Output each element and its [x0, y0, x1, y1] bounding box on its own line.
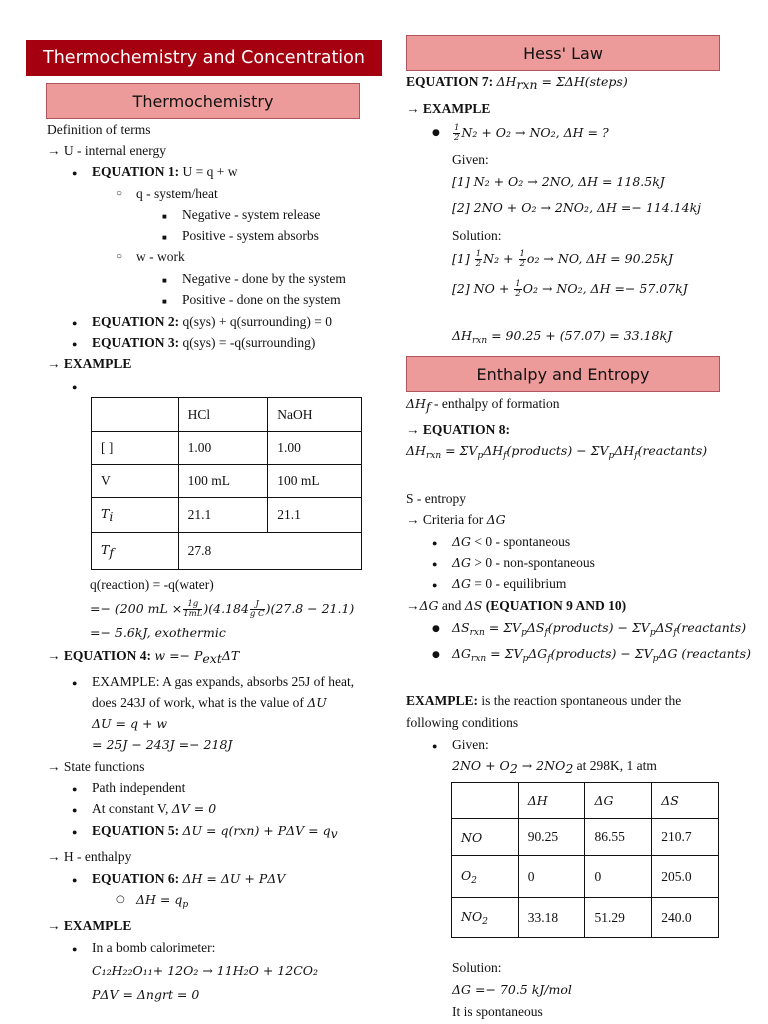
table-header-delta-g: ΔG	[585, 783, 652, 819]
delta-h-rxn-result: $\Delta H_{rxn} = 90.25 + (57.07) = 33.18kJ$	[452, 328, 673, 346]
equation-7: EQUATION 7: $\Delta H_{rxn}$ = ΣΔH(steps)	[406, 74, 628, 92]
q-reaction: q(reaction) = -q(water)	[90, 577, 214, 592]
table-cell: 1.00	[268, 432, 362, 465]
table-cell: 205.0	[652, 856, 719, 898]
calc-part: =− (200 mL ×	[90, 601, 183, 616]
sucrose-combustion: C₁₂H₂₂O₁₁+ 12O₂ → 11H₂O + 12CO₂	[92, 963, 319, 978]
table-cell: 0	[585, 856, 652, 898]
equation-4-text: w =− P	[154, 648, 203, 663]
enthalpy-formation: $\Delta H_f$ - enthalpy of formation	[406, 396, 560, 414]
equation-7-label: EQUATION 7:	[406, 74, 494, 89]
definition-heading: Definition of terms	[47, 122, 151, 137]
example-heading-1: → EXAMPLE	[47, 356, 132, 371]
equation-6-label: EQUATION 6:	[92, 871, 180, 886]
hess-example-question: ● $\frac{1}{2}$ N₂ + O₂ → NO₂, ΔH = ?	[452, 124, 609, 143]
criteria-spontaneous: ● ΔG < 0 - spontaneous	[452, 534, 570, 550]
reaction-conditions: $2NO + O_2 \to 2NO_2$ at 298K, 1 atm	[452, 758, 657, 776]
q-definition: ○ q - system/heat	[136, 186, 218, 202]
table-cell: 21.1	[178, 498, 268, 533]
equation-6: ● EQUATION 6: ΔH = ΔU + PΔV	[92, 871, 285, 887]
delta-h-qp: ○ $\Delta H = q_p$	[136, 892, 188, 913]
table-cell	[92, 398, 179, 432]
table-row-label-tf: $T_f$	[92, 533, 179, 570]
table-cell: 21.1	[268, 498, 362, 533]
equation-3-text: q(sys) = -q(surrounding)	[182, 335, 316, 350]
table-row-label: NO	[452, 819, 519, 856]
example-label: EXAMPLE	[63, 356, 132, 371]
table-header-hcl: HCl	[178, 398, 268, 432]
fraction-j-per-gc: $\frac{J}{\text{g C}}$	[249, 599, 265, 619]
equation-5-label: EQUATION 5:	[92, 823, 180, 838]
table-row-label: $NO_2$	[452, 898, 519, 938]
equation-10: ● $\Delta G_{rxn}$ = $\Sigma V_p\Delta G_f(products) - \Sigma V_p\Delta G$ (reactants)	[452, 646, 751, 667]
solution-label: Solution:	[452, 228, 502, 243]
table-header-delta-s: ΔS	[652, 783, 719, 819]
table-row-label: [ ]	[92, 432, 179, 465]
pdv-equation: PΔV = Δngrt = 0	[92, 987, 200, 1002]
table-cell: 0	[518, 856, 585, 898]
bomb-calorimeter: ● In a bomb calorimeter:	[92, 940, 215, 956]
table-row-label-ti: $T_i$	[92, 498, 179, 533]
section-header-thermochemistry: Thermochemistry	[46, 83, 360, 119]
solution-step-2: [2] NO + $\frac{1}{2}$ O₂ → NO₂, ΔH =− 57.07kJ	[452, 279, 688, 299]
given-reaction-1: [1] N₂ + O₂ → 2NO, ΔH = 118.5kJ	[452, 174, 665, 189]
calculation-result: =− 5.6kJ, exothermic	[90, 625, 226, 640]
constant-volume: ● At constant V, ΔV = 0	[92, 801, 216, 817]
table-cell: 240.0	[652, 898, 719, 938]
table-row-label: $O_2$	[452, 856, 519, 898]
equation-2-label: EQUATION 2:	[92, 314, 180, 329]
spontaneous-conclusion: It is spontaneous	[452, 1004, 543, 1019]
equation-3-label: EQUATION 3:	[92, 335, 180, 350]
given-label-2: ● Given:	[452, 737, 489, 753]
criteria-equilibrium: ● ΔG = 0 - equilibrium	[452, 576, 566, 592]
section-header-enthalpy-entropy: Enthalpy and Entropy	[406, 356, 720, 392]
table-cell	[452, 783, 519, 819]
equation-8: $\Delta H_{rxn}$ = $\Sigma V_p\Delta H_f(products)$ − $\Sigma V_p\Delta H_f(reactants)$	[406, 443, 708, 461]
table-cell: 100 mL	[178, 465, 268, 498]
equation-2	[92, 314, 332, 330]
gas-example-line-2: does 243J of work, what is the value of ΔU	[92, 695, 327, 710]
state-functions: → State functions	[47, 759, 145, 774]
table-row-label: V	[92, 465, 179, 498]
equation-8-heading: → EQUATION 8:	[406, 422, 511, 437]
path-independent: ● Path independent	[92, 780, 185, 796]
equation-9: ● $\Delta S_{rxn}$ = $\Sigma V_p\Delta S_f(products)$ − $\Sigma V_p\Delta S_f(reactants)$	[452, 620, 746, 641]
table-header-delta-h: ΔH	[518, 783, 585, 819]
hess-example-heading: → EXAMPLE	[406, 101, 491, 116]
equation-4: → EQUATION 4: $w =- P_{ext}\Delta T$	[47, 648, 240, 666]
delta-g-result: ΔG =− 70.5 kJ/mol	[452, 982, 572, 997]
spontaneity-example-line-2: following conditions	[406, 715, 519, 730]
table-cell: 51.29	[585, 898, 652, 938]
equation-1-label: EQUATION 1:	[92, 164, 180, 179]
calculation-step-1	[90, 600, 354, 619]
solution-step-1: [1] $\frac{1}{2}$ N₂ + $\frac{1}{2}$ o₂ → NO, ΔH = 90.25kJ	[452, 249, 673, 269]
w-negative: ■ Negative - done by the system	[182, 271, 346, 287]
table-cell: 100 mL	[268, 465, 362, 498]
table-cell: 86.55	[585, 819, 652, 856]
table-header-naoh: NaOH	[268, 398, 362, 432]
example-heading-2: → EXAMPLE	[47, 918, 132, 933]
gas-example-line-1: ● EXAMPLE: A gas expands, absorbs 25J of heat,	[92, 674, 354, 690]
criteria-non-spontaneous: ● ΔG > 0 - non-spontaneous	[452, 555, 595, 571]
example-bullet	[92, 378, 95, 394]
u-definition: → U - internal energy	[47, 143, 166, 158]
given-reaction-2: [2] 2NO + O₂ → 2NO₂, ΔH =− 114.14kj	[452, 200, 702, 215]
enthalpy-definition: → H - enthalpy	[47, 849, 132, 864]
solution-label-2: Solution:	[452, 960, 502, 975]
w-definition: ○ w - work	[136, 249, 185, 265]
u-label: U - internal energy	[63, 143, 166, 158]
q-positive: ■ Positive - system absorbs	[182, 228, 319, 244]
fraction-g-per-ml: $\frac{1g}{1mL}$	[183, 599, 203, 619]
q-negative: ■ Negative - system release	[182, 207, 320, 223]
equation-1	[92, 164, 238, 180]
criteria-heading: → Criteria for ΔG	[406, 512, 506, 527]
entropy-definition: S - entropy	[406, 491, 466, 506]
given-label: Given:	[452, 152, 489, 167]
equation-5: ● EQUATION 5: $\Delta U = q(rxn) + P\Delta V = q_v$	[92, 823, 338, 842]
equation-2-text: q(sys) + q(surrounding) = 0	[182, 314, 332, 329]
delta-u-result: = 25J − 243J =− 218J	[92, 737, 233, 752]
table-cell: 210.7	[652, 819, 719, 856]
calorimetry-table	[91, 397, 362, 570]
table-cell: 1.00	[178, 432, 268, 465]
section-header-hess-law: Hess' Law	[406, 35, 720, 71]
equation-1-text: U = q + w	[182, 164, 238, 179]
document-title: Thermochemistry and Concentration	[26, 40, 382, 76]
spontaneity-example: EXAMPLE: is the reaction spontaneous under the	[406, 693, 682, 708]
equation-3	[92, 335, 315, 351]
table-cell: 90.25	[518, 819, 585, 856]
equation-9-10-heading: →ΔG and ΔS (EQUATION 9 AND 10)	[406, 598, 627, 613]
delta-u-equation: ΔU = q + w	[92, 716, 168, 731]
table-cell: 33.18	[518, 898, 585, 938]
thermo-data-table	[451, 782, 719, 938]
calc-part: )(4.184	[203, 601, 249, 616]
equation-4-label: EQUATION 4:	[63, 648, 152, 663]
calc-part: )(27.8 − 21.1)	[265, 601, 355, 616]
fraction-one-half: ● $\frac{1}{2}$	[454, 123, 460, 143]
table-cell: 27.8	[178, 533, 361, 570]
w-positive: ■ Positive - done on the system	[182, 292, 341, 308]
